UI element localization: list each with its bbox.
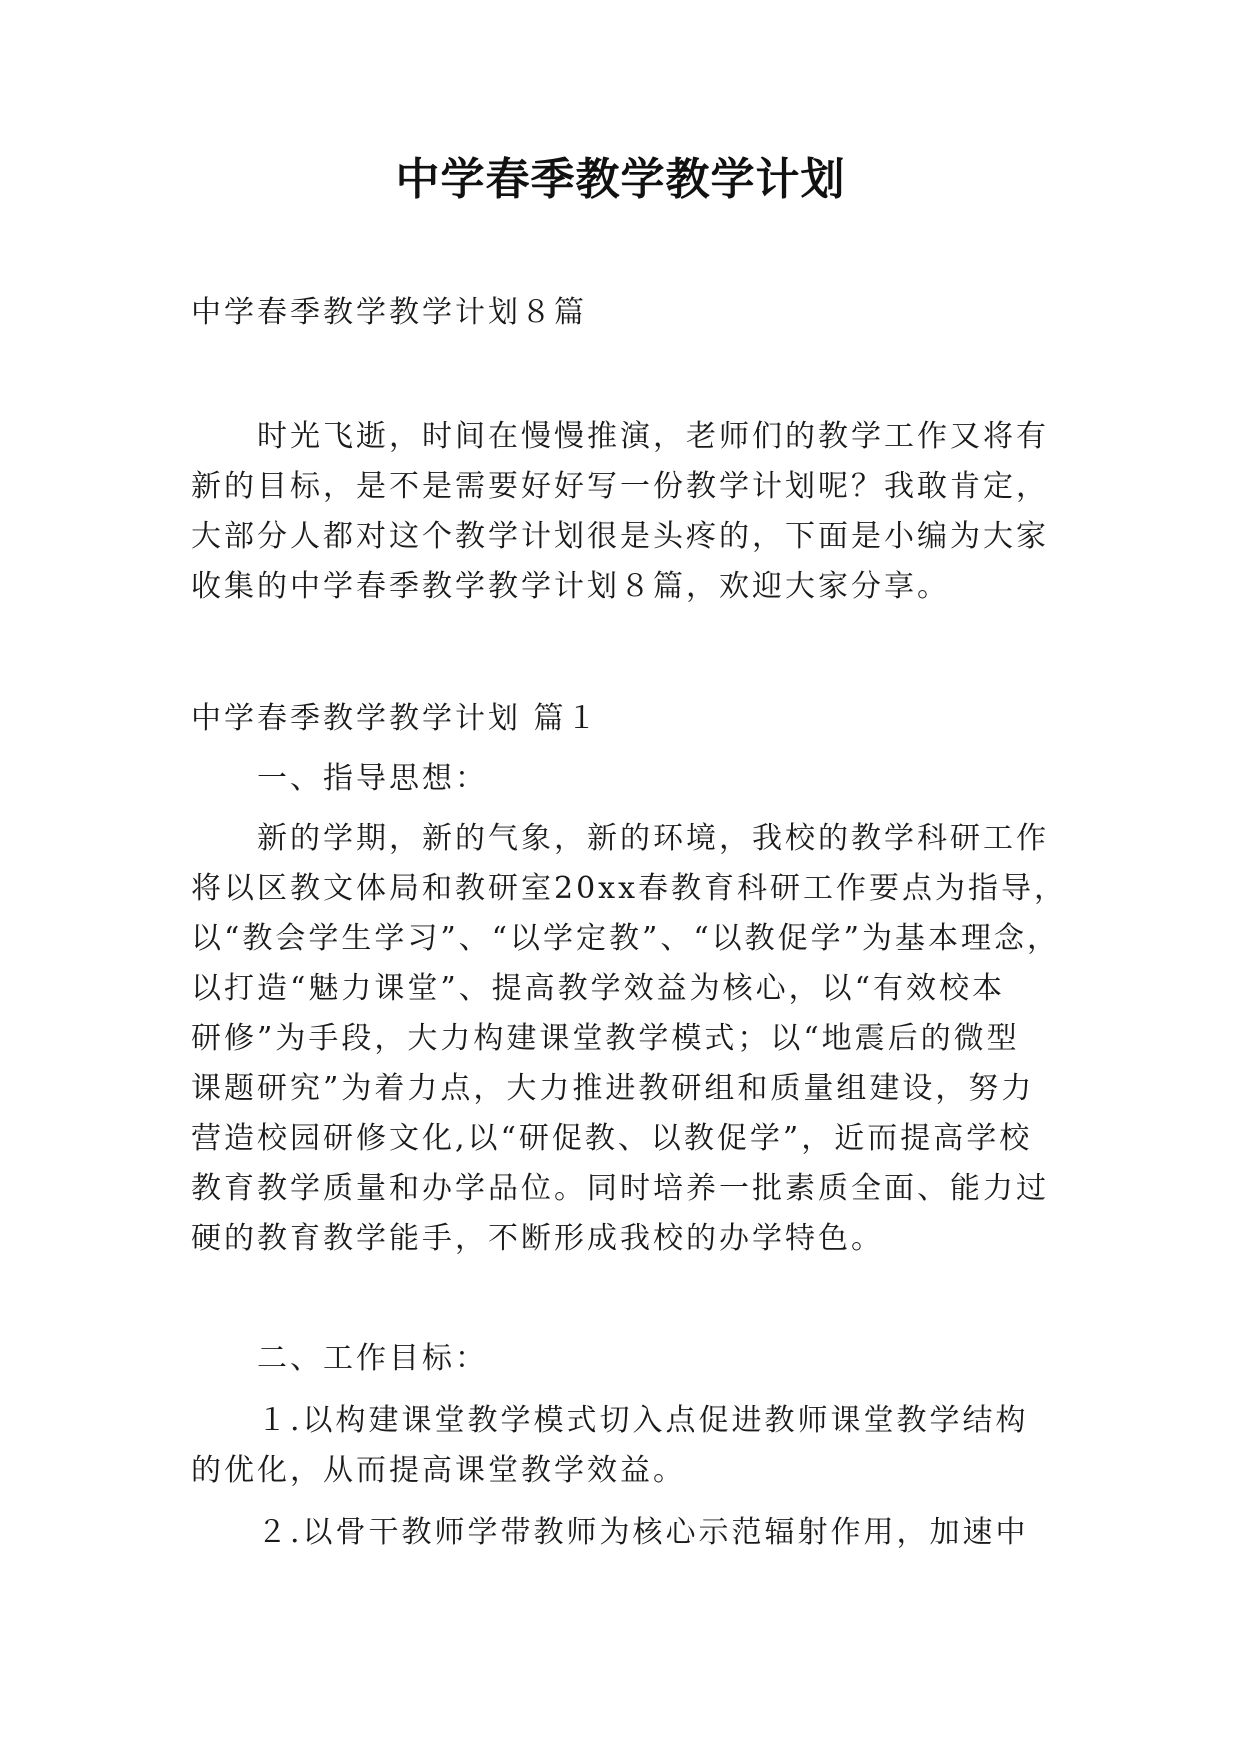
goal-item-line: １.以构建课堂教学模式切入点促进教师课堂教学结构	[191, 1403, 1029, 1438]
heading-work-goals: 二、工作目标：	[191, 1341, 488, 1376]
document-title: 中学春季教学教学计划	[395, 154, 846, 205]
intro-line: 大部分人都对这个教学计划很是头疼的，下面是小编为大家	[191, 519, 1049, 554]
intro-line: 新的目标，是不是需要好好写一份教学计划呢？我敢肯定，	[191, 469, 1049, 504]
paragraph-line: 营造校园研修文化,以“研促教、以教促学”，近而提高学校	[191, 1121, 1033, 1156]
paragraph-line: 以打造“魅力课堂”、提高教学效益为核心，以“有效校本	[191, 971, 1006, 1006]
goal-item-line: ２.以骨干教师学带教师为核心示范辐射作用，加速中	[191, 1515, 1029, 1550]
paragraph-line: 以“教会学生学习”、“以学定教”、“以教促学”为基本理念，	[191, 921, 1061, 956]
goal-item-1	[191, 1396, 1051, 1496]
intro-line: 时光飞逝，时间在慢慢推演，老师们的教学工作又将有	[191, 419, 1049, 454]
goal-item-2	[191, 1508, 1051, 1558]
paragraph-line: 硬的教育教学能手，不断形成我校的办学特色。	[191, 1221, 884, 1256]
paragraph-line: 课题研究”为着力点，大力推进教研组和质量组建设，努力	[191, 1071, 1035, 1106]
intro-paragraph	[191, 412, 1051, 612]
intro-line: 收集的中学春季教学教学计划８篇，欢迎大家分享。	[191, 569, 950, 604]
guiding-ideology-paragraph	[191, 814, 1068, 1264]
section-heading: 中学春季教学教学计划 篇１	[191, 701, 600, 736]
heading-guiding-ideology: 一、指导思想：	[191, 761, 488, 796]
goal-item-line: 的优化，从而提高课堂教学效益。	[191, 1453, 686, 1488]
paragraph-line: 将以区教文体局和教研室20xx春教育科研工作要点为指导，	[191, 871, 1068, 906]
paragraph-line: 研修”为手段，大力构建课堂教学模式；以“地震后的微型	[191, 1021, 1020, 1056]
paragraph-line: 新的学期，新的气象，新的环境，我校的教学科研工作	[191, 821, 1049, 856]
document-subtitle: 中学春季教学教学计划８篇	[191, 295, 587, 330]
paragraph-line: 教育教学质量和办学品位。同时培养一批素质全面、能力过	[191, 1171, 1049, 1206]
